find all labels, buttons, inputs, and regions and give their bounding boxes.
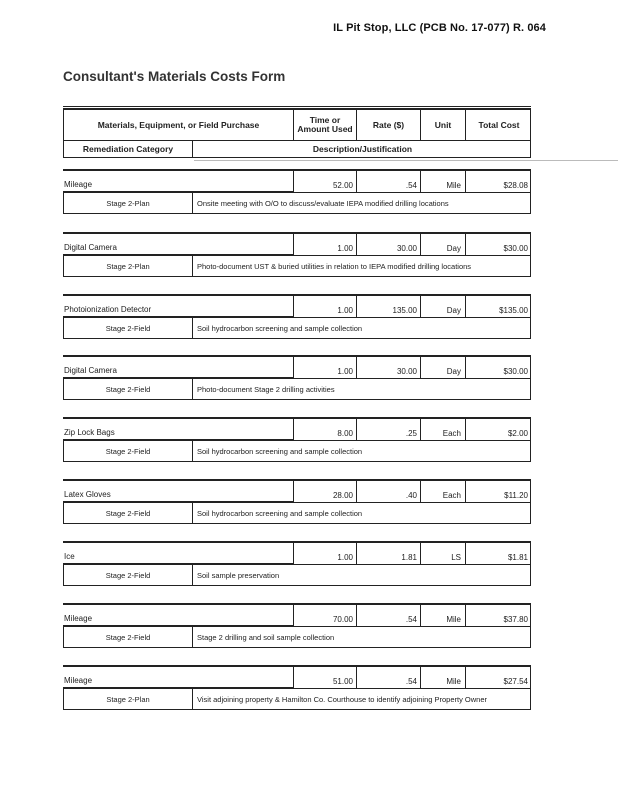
- cost-entry: [63, 232, 531, 277]
- header-item: Materials, Equipment, or Field Purchase: [64, 110, 294, 140]
- header-time-amount: Time or Amount Used: [294, 110, 357, 140]
- rate-value: 30.00: [356, 234, 420, 255]
- cost-row: [63, 294, 531, 317]
- remediation-category: Stage 2-Field: [64, 503, 193, 523]
- amount-used: 1.00: [293, 234, 356, 255]
- item-name: Photoionization Detector: [63, 296, 293, 317]
- rate-value: .54: [356, 171, 420, 192]
- remediation-category: Stage 2-Field: [64, 565, 193, 585]
- item-name: Digital Camera: [63, 357, 293, 378]
- remediation-category: Stage 2-Field: [64, 627, 193, 647]
- remediation-category: Stage 2-Plan: [64, 193, 193, 213]
- total-cost: $135.00: [465, 296, 531, 317]
- remediation-category: Stage 2-Field: [64, 441, 193, 461]
- total-cost: $28.08: [465, 171, 531, 192]
- total-cost: $11.20: [465, 481, 531, 502]
- document-reference: IL Pit Stop, LLC (PCB No. 17-077) R. 064: [333, 22, 546, 34]
- justification-row: [63, 688, 531, 710]
- header-rate: Rate ($): [357, 110, 421, 140]
- unit-value: Day: [420, 234, 465, 255]
- item-name: Ice: [63, 543, 293, 564]
- cost-row: [63, 603, 531, 626]
- cost-entry: [63, 479, 531, 524]
- total-cost: $27.54: [465, 667, 531, 688]
- total-cost: $37.80: [465, 605, 531, 626]
- justification-text: Soil hydrocarbon screening and sample collection: [197, 508, 363, 518]
- cost-row: [63, 417, 531, 440]
- cost-entry: [63, 169, 531, 214]
- table-header: [63, 108, 531, 141]
- remediation-category: Stage 2-Plan: [64, 256, 193, 276]
- justification-row: [63, 192, 531, 214]
- cost-entry: [63, 541, 531, 586]
- cost-row: [63, 355, 531, 378]
- justification-row: [63, 502, 531, 524]
- justification-row: [63, 564, 531, 586]
- rate-value: .54: [356, 667, 420, 688]
- amount-used: 1.00: [293, 357, 356, 378]
- cost-entry: [63, 355, 531, 400]
- amount-used: 1.00: [293, 296, 356, 317]
- cost-row: [63, 232, 531, 255]
- header-unit: Unit: [421, 110, 466, 140]
- scan-artifact-line: [194, 160, 618, 161]
- amount-used: 1.00: [293, 543, 356, 564]
- unit-value: Mile: [420, 171, 465, 192]
- total-cost: $1.81: [465, 543, 531, 564]
- item-name: Mileage: [63, 605, 293, 626]
- header-total: Total Cost: [478, 119, 520, 130]
- justification-text: Visit adjoining property & Hamilton Co. Courthouse to identify adjoining Property Owner: [197, 694, 488, 704]
- remediation-category: Stage 2-Field: [64, 318, 193, 338]
- amount-used: 70.00: [293, 605, 356, 626]
- cost-row: [63, 541, 531, 564]
- remediation-category: Stage 2-Field: [64, 379, 193, 399]
- unit-value: Day: [420, 296, 465, 317]
- amount-used: 51.00: [293, 667, 356, 688]
- justification-row: [63, 378, 531, 400]
- total-cost: $30.00: [465, 234, 531, 255]
- total-cost: $30.00: [465, 357, 531, 378]
- justification-row: [63, 626, 531, 648]
- header-category: Remediation Category: [64, 141, 193, 157]
- rate-value: 1.81: [356, 543, 420, 564]
- cost-row: [63, 169, 531, 192]
- form-title: Consultant's Materials Costs Form: [63, 69, 286, 84]
- item-name: Zip Lock Bags: [63, 419, 293, 440]
- remediation-category: Stage 2-Plan: [64, 689, 193, 709]
- item-name: Digital Camera: [63, 234, 293, 255]
- rate-value: .54: [356, 605, 420, 626]
- top-rule: [63, 106, 531, 107]
- justification-text: Onsite meeting with O/O to discuss/evaluate IEPA modified drilling locations: [197, 198, 449, 208]
- cost-entry: [63, 665, 531, 710]
- unit-value: Mile: [420, 605, 465, 626]
- rate-value: .40: [356, 481, 420, 502]
- justification-row: [63, 255, 531, 277]
- justification-text: Soil sample preservation: [197, 570, 280, 580]
- rate-value: 135.00: [356, 296, 420, 317]
- amount-used: 28.00: [293, 481, 356, 502]
- justification-text: Photo-document UST & buried utilities in relation to IEPA modified drilling locations: [197, 261, 472, 271]
- unit-value: Mile: [420, 667, 465, 688]
- amount-used: 52.00: [293, 171, 356, 192]
- cost-entry: [63, 417, 531, 462]
- justification-text: Soil hydrocarbon screening and sample collection: [197, 446, 363, 456]
- justification-row: [63, 317, 531, 339]
- rate-value: .25: [356, 419, 420, 440]
- item-name: Mileage: [63, 171, 293, 192]
- cost-row: [63, 479, 531, 502]
- amount-used: 8.00: [293, 419, 356, 440]
- cost-entry: [63, 603, 531, 648]
- cost-row: [63, 665, 531, 688]
- materials-costs-table: [63, 108, 531, 704]
- justification-text: Soil hydrocarbon screening and sample collection: [197, 323, 363, 333]
- header-description: Description/Justification: [312, 144, 413, 154]
- table-subheader: [63, 141, 531, 158]
- item-name: Latex Gloves: [63, 481, 293, 502]
- rate-value: 30.00: [356, 357, 420, 378]
- justification-row: [63, 440, 531, 462]
- justification-text: Stage 2 drilling and soil sample collection: [197, 632, 335, 642]
- item-name: Mileage: [63, 667, 293, 688]
- cost-entry: [63, 294, 531, 339]
- total-cost: $2.00: [465, 419, 531, 440]
- unit-value: Each: [420, 419, 465, 440]
- unit-value: Day: [420, 357, 465, 378]
- unit-value: Each: [420, 481, 465, 502]
- unit-value: LS: [420, 543, 465, 564]
- justification-text: Photo-document Stage 2 drilling activities: [197, 384, 335, 394]
